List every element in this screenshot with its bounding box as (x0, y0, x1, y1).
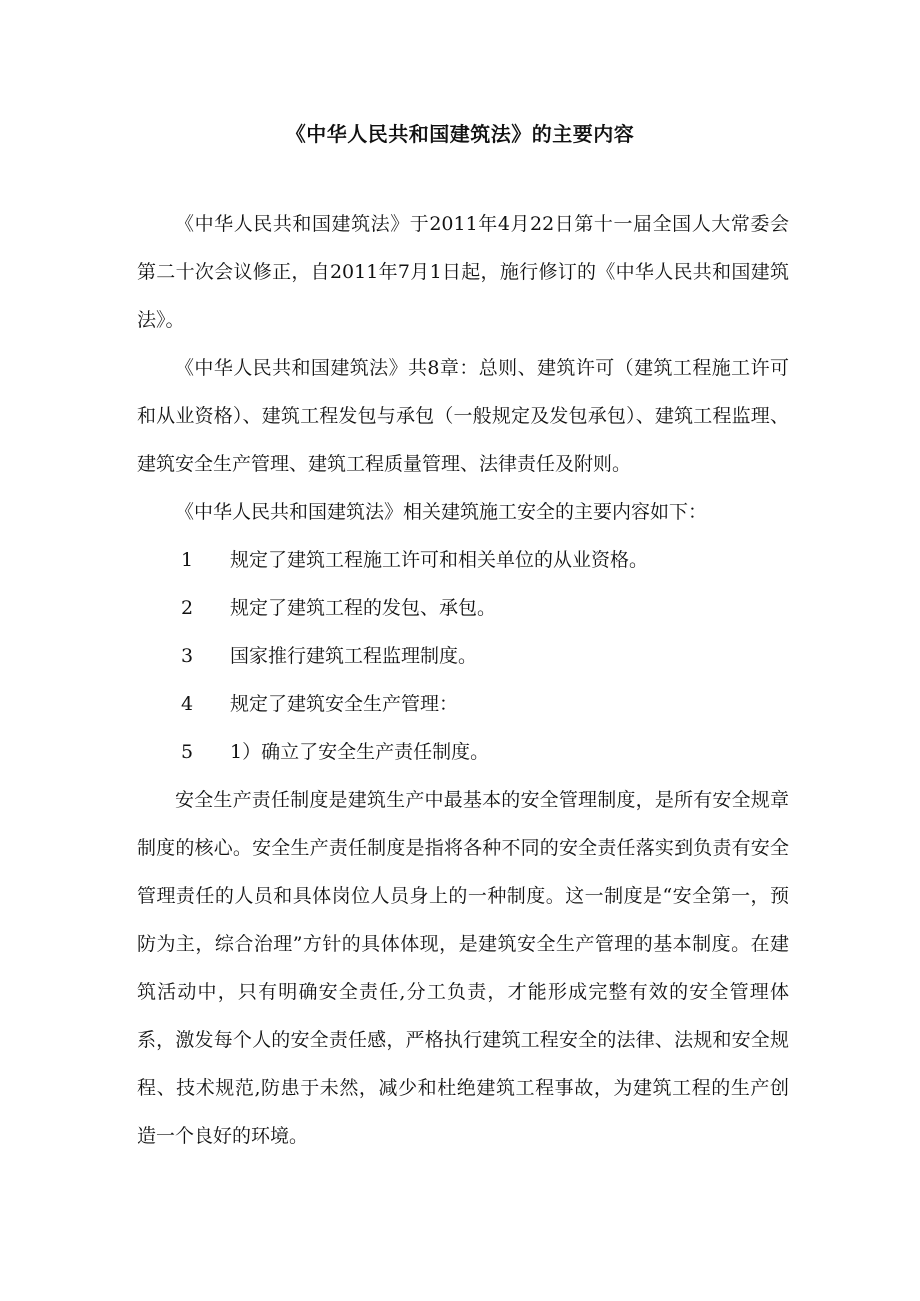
list-number: 3 (181, 645, 194, 667)
list-item (137, 536, 789, 584)
paragraph-intro: 《中华人民共和国建筑法》相关建筑施工安全的主要内容如下： (175, 501, 708, 523)
list-item (137, 632, 789, 680)
list-text: 规定了建筑工程施工许可和相关单位的从业资格。 (230, 549, 649, 571)
list-text: 规定了建筑安全生产管理： (230, 693, 459, 715)
paragraph-revision: 《中华人民共和国建筑法》于2011年4月22日第十一届全国人大常委会第二十次会议修正，自2011年7月1日起，施行修订的《中华人民共和国建筑法》。 (137, 213, 789, 331)
list-item (137, 584, 789, 632)
list-text: 规定了建筑工程的发包、承包。 (230, 597, 497, 619)
document-title: 《中华人民共和国建筑法》的主要内容 (285, 122, 635, 146)
list-text: 国家推行建筑工程监理制度。 (230, 645, 478, 667)
list-text: 1）确立了安全生产责任制度。 (230, 741, 490, 763)
paragraph-responsibility-system: 安全生产责任制度是建筑生产中最基本的安全管理制度，是所有安全规章制度的核心。安全生产责任制度是指将各种不同的安全责任落实到负责有安全管理责任的人员和具体岗位人员身上的一种制度。这一制度是“安全第一，预防为主，综合治理”方针的具体体现，是建筑安全生产管理的基本制度。在建筑活动中，只有明确安全责任,分工负责，才能形成完整有效的安全管理体系，激发每个人的安全责任感，严格执行建筑工程安全的法律、法规和安全规程、技术规范,防患于未然，减少和杜绝建筑工程事故，为建筑工程的生产创造一个良好的环境。 (137, 789, 789, 1147)
document-body (137, 200, 789, 1160)
list-number: 2 (181, 597, 194, 619)
list-item (137, 728, 789, 776)
list-number: 4 (181, 693, 194, 715)
list-number: 1 (181, 549, 194, 571)
paragraph-chapters: 《中华人民共和国建筑法》共8章：总则、建筑许可（建筑工程施工许可和从业资格）、建筑工程发包与承包（一般规定及发包承包）、建筑工程监理、建筑安全生产管理、建筑工程质量管理、法律责任及附则。 (137, 357, 789, 475)
list-number: 5 (181, 741, 194, 763)
list-item (137, 680, 789, 728)
